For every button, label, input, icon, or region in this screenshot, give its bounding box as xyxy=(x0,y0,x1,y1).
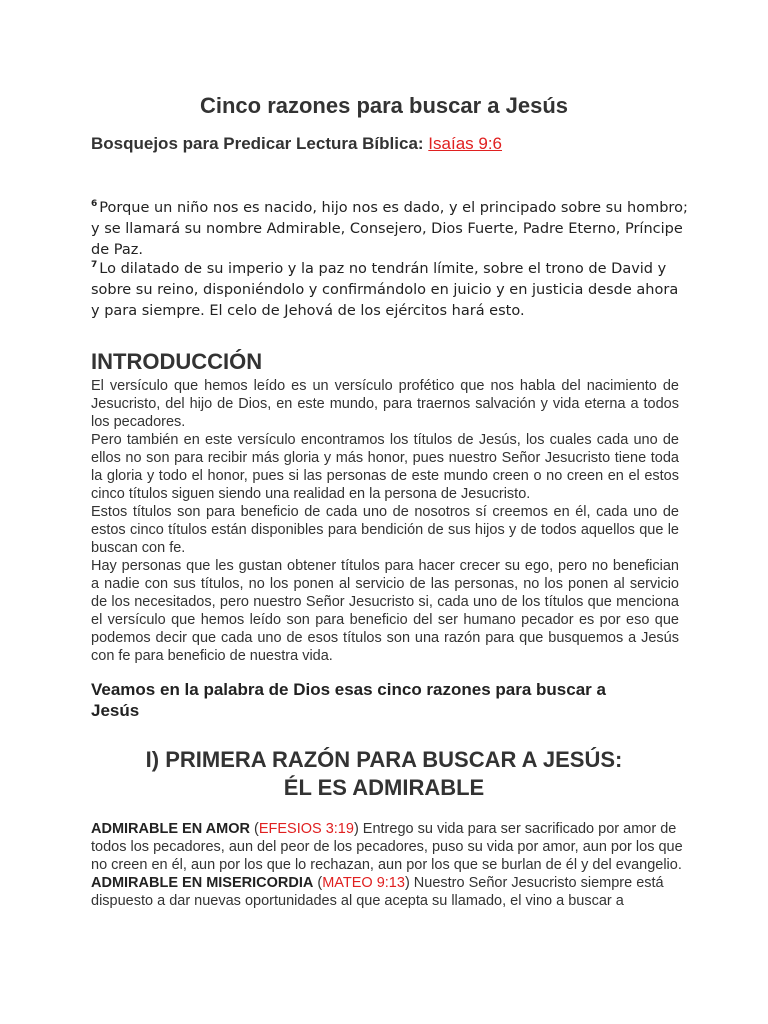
point-label: ADMIRABLE EN MISERICORDIA xyxy=(91,875,314,891)
subtitle-label: Bosquejos para Predicar Lectura Bíblica: xyxy=(91,134,424,153)
point-text: Nuestro Señor Jesucristo siempre está dispuesto a dar nuevas oportunidades al que acepta su llamado, el vino a buscar a xyxy=(91,875,664,909)
paragraph: Estos títulos son para beneficio de cada uno de nosotros sí creemos en él, cada uno de estos cinco títulos están disponibles para bendición de sus hijos y de todos aquellos que le buscan con fe. xyxy=(91,504,679,556)
point-reference: MATEO 9:13 xyxy=(322,875,405,891)
point-text: Entrego su vida para ser sacrificado por amor de todos los pecadores, aun del peor de los pecadores, puso su vida por amor, aun por los que no creen en él, aun por los que lo rechazan, aun por los que se burlan de él y del evangelio. xyxy=(91,821,683,873)
introduction-body xyxy=(91,377,679,665)
subtitle xyxy=(91,134,502,154)
introduction-heading: INTRODUCCIÓN xyxy=(91,349,263,374)
verse-7 xyxy=(91,255,691,322)
page-title: Cinco razones para buscar a Jesús xyxy=(199,93,569,118)
point-label: ADMIRABLE EN AMOR xyxy=(91,821,250,837)
verse-6 xyxy=(91,194,691,261)
paragraph: El versículo que hemos leído es un versículo profético que nos habla del nacimiento de Jesucristo, del hijo de Dios, en este mundo, para traernos salvación y vida eterna a todos los pecadores. xyxy=(91,378,679,430)
verse-number: 7 xyxy=(91,260,98,270)
points-list xyxy=(91,820,683,910)
point-item: ADMIRABLE EN AMOR (EFESIOS 3:19) Entrego su vida para ser sacrificado por amor de todos los pecadores, aun del peor de los pecadores, puso su vida por amor, aun por los que no creen en él, aun por los que lo rechazan, aun por los que se burlan de él y del evangelio. xyxy=(91,821,683,873)
section-heading-line1: I) PRIMERA RAZÓN PARA BUSCAR A JESÚS: xyxy=(145,747,623,772)
scripture-link[interactable]: Isaías 9:6 xyxy=(428,134,503,153)
section-heading-line2: ÉL ES ADMIRABLE xyxy=(283,775,485,800)
verse-text: Lo dilatado de su imperio y la paz no tendrán límite, sobre el trono de David y sobre su reino, disponiéndolo y confirmándolo en juicio y en justicia desde ahora y para siempre. El celo de Jehová de los ejércitos hará esto. xyxy=(91,260,679,319)
point-reference: EFESIOS 3:19 xyxy=(258,821,354,837)
point-item: ADMIRABLE EN MISERICORDIA (MATEO 9:13) Nuestro Señor Jesucristo siempre está dispuesto a dar nuevas oportunidades al que acepta su llamado, el vino a buscar a xyxy=(91,875,664,909)
verse-text: Porque un niño nos es nacido, hijo nos es dado, y el principado sobre su hombro; y se llamará su nombre Admirable, Consejero, Dios Fuerte, Padre Eterno, Príncipe de Paz. xyxy=(91,199,688,258)
paragraph: Pero también en este versículo encontramos los títulos de Jesús, los cuales cada uno de ellos no son para recibir más gloria y más honor, pues nuestro Señor Jesucristo tiene toda la gloria y todo el honor, pues si las personas de este mundo creen o no creen en el estos cinco títulos siguen siendo una realidad en la persona de Jesucristo. xyxy=(91,432,679,502)
section-heading xyxy=(0,746,768,802)
verse-number: 6 xyxy=(91,199,98,209)
section-lead: Veamos en la palabra de Dios esas cinco razones para buscar a Jesús xyxy=(91,680,606,720)
paragraph: Hay personas que les gustan obtener títulos para hacer crecer su ego, pero no benefician a nadie con sus títulos, no los ponen al servicio de las personas, no los ponen al servicio de los necesitados, pero nuestro Señor Jesucristo si, cada uno de los títulos que menciona el versículo que hemos leído son para beneficio del ser humano pecador es por eso que podemos decir que cada uno de esos títulos son una razón para que busquemos a Jesús con fe para beneficio de nuestra vida. xyxy=(91,558,679,664)
